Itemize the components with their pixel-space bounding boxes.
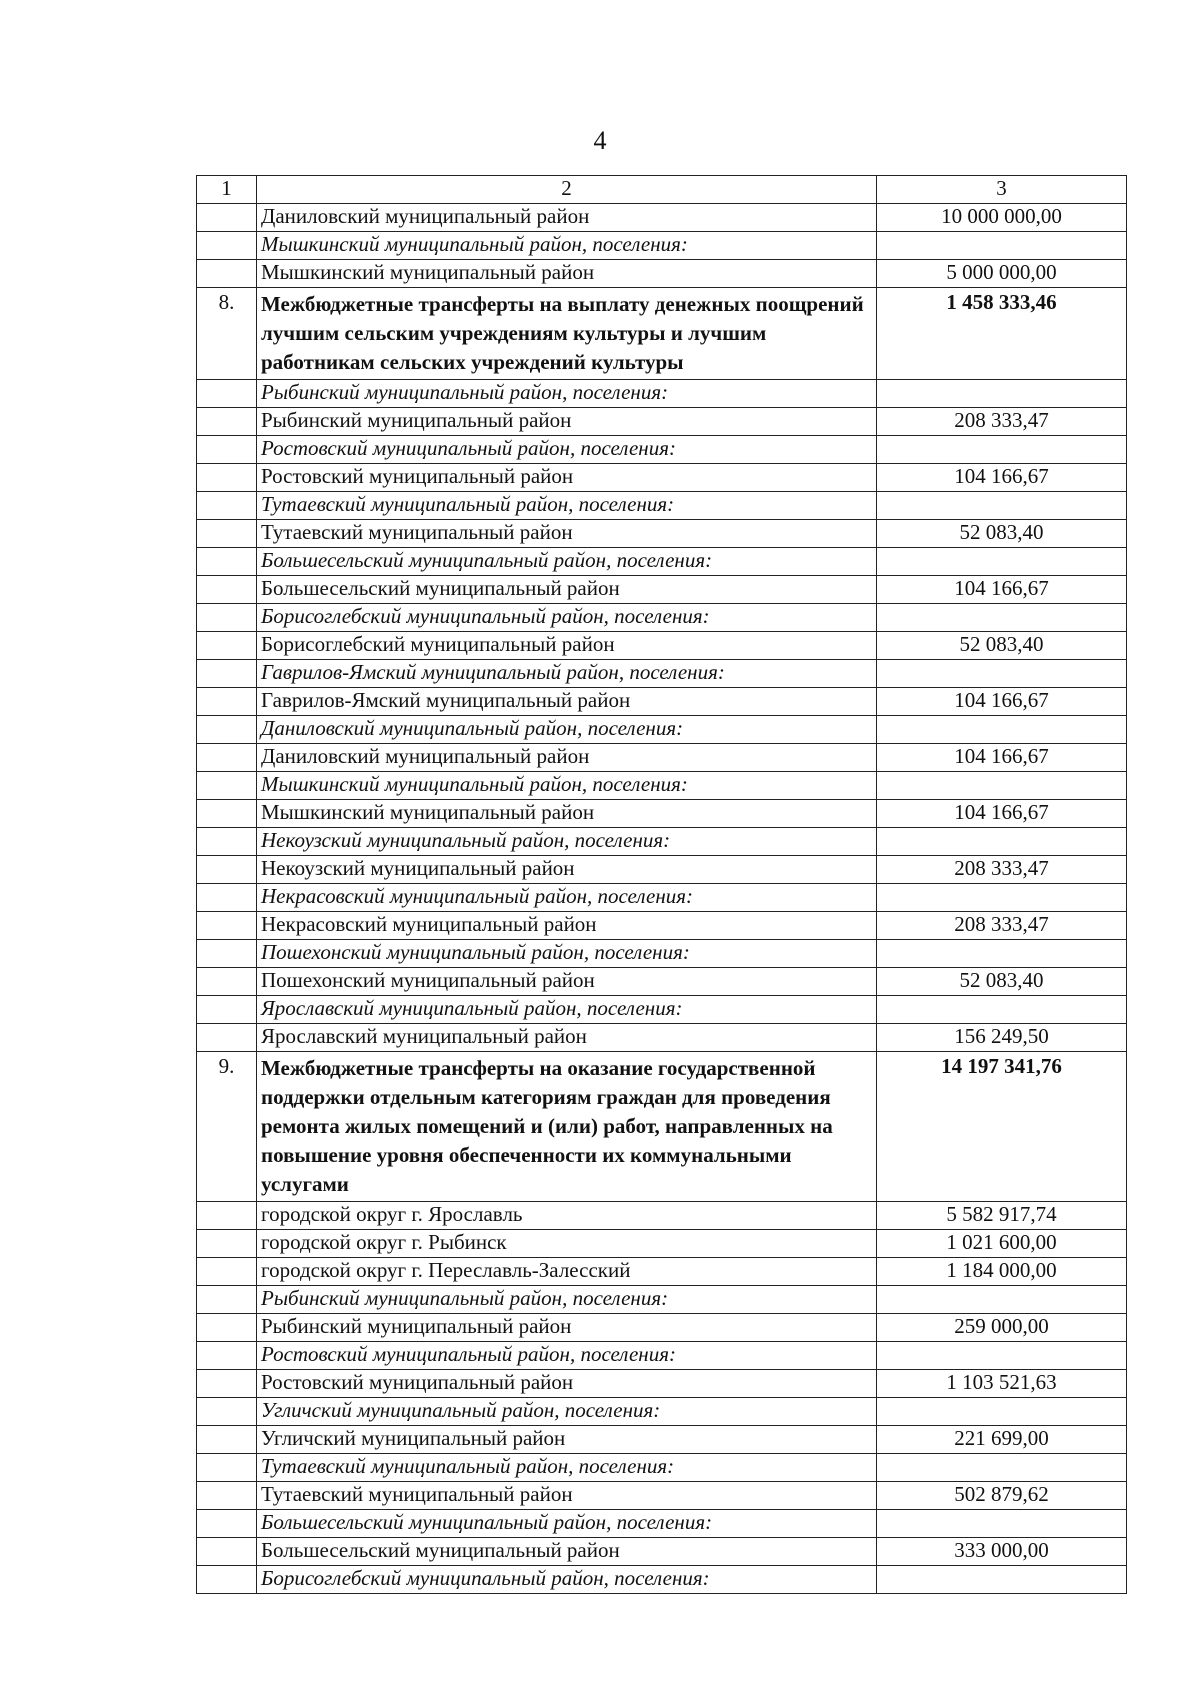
row-amount-cell bbox=[877, 1398, 1127, 1426]
row-name-cell: Рыбинский муниципальный район bbox=[257, 1314, 877, 1342]
table-row bbox=[197, 1024, 1127, 1052]
row-amount-cell: 208 333,47 bbox=[877, 408, 1127, 436]
subheading-row bbox=[197, 436, 1127, 464]
row-amount-cell bbox=[877, 660, 1127, 688]
row-number-cell bbox=[197, 1538, 257, 1566]
row-amount-cell: 156 249,50 bbox=[877, 1024, 1127, 1052]
row-name-cell: городской округ г. Рыбинск bbox=[257, 1230, 877, 1258]
row-number-cell bbox=[197, 660, 257, 688]
row-number-cell bbox=[197, 772, 257, 800]
row-amount-cell: 10 000 000,00 bbox=[877, 204, 1127, 232]
row-number-cell bbox=[197, 576, 257, 604]
row-amount-cell: 208 333,47 bbox=[877, 856, 1127, 884]
row-number-cell bbox=[197, 1258, 257, 1286]
row-name-cell: Мышкинский муниципальный район bbox=[257, 800, 877, 828]
row-amount-cell bbox=[877, 604, 1127, 632]
row-number-cell bbox=[197, 408, 257, 436]
row-amount-cell: 104 166,67 bbox=[877, 744, 1127, 772]
row-amount-cell bbox=[877, 828, 1127, 856]
table-row bbox=[197, 1370, 1127, 1398]
row-number-cell bbox=[197, 1566, 257, 1594]
row-amount-cell: 5 000 000,00 bbox=[877, 260, 1127, 288]
row-name-cell: Мышкинский муниципальный район, поселения: bbox=[257, 232, 877, 260]
subheading-row bbox=[197, 1342, 1127, 1370]
row-number-cell bbox=[197, 548, 257, 576]
row-number-cell: 9. bbox=[197, 1052, 257, 1202]
table-row bbox=[197, 688, 1127, 716]
row-number-cell bbox=[197, 260, 257, 288]
row-number-cell bbox=[197, 940, 257, 968]
subheading-row bbox=[197, 232, 1127, 260]
row-number-cell bbox=[197, 604, 257, 632]
table-row bbox=[197, 744, 1127, 772]
row-number-cell bbox=[197, 1286, 257, 1314]
row-amount-cell: 104 166,67 bbox=[877, 576, 1127, 604]
subheading-row bbox=[197, 1454, 1127, 1482]
row-name-cell: Тутаевский муниципальный район, поселения: bbox=[257, 492, 877, 520]
subheading-row bbox=[197, 772, 1127, 800]
row-number-cell: 8. bbox=[197, 288, 257, 380]
table-row bbox=[197, 1314, 1127, 1342]
row-number-cell bbox=[197, 520, 257, 548]
row-amount-cell: 104 166,67 bbox=[877, 800, 1127, 828]
row-name-cell: Рыбинский муниципальный район bbox=[257, 408, 877, 436]
row-number-cell bbox=[197, 1370, 257, 1398]
row-number-cell bbox=[197, 1024, 257, 1052]
row-number-cell bbox=[197, 380, 257, 408]
row-name-cell: Большесельский муниципальный район bbox=[257, 576, 877, 604]
row-number-cell bbox=[197, 800, 257, 828]
row-number-cell bbox=[197, 968, 257, 996]
row-name-cell: Пошехонский муниципальный район bbox=[257, 968, 877, 996]
row-name-cell: Рыбинский муниципальный район, поселения: bbox=[257, 380, 877, 408]
row-number-cell bbox=[197, 688, 257, 716]
row-amount-cell bbox=[877, 1510, 1127, 1538]
subheading-row bbox=[197, 548, 1127, 576]
table-row bbox=[197, 1230, 1127, 1258]
row-amount-cell bbox=[877, 1566, 1127, 1594]
header-col-3: 3 bbox=[877, 176, 1127, 204]
table-row bbox=[197, 800, 1127, 828]
row-number-cell bbox=[197, 1202, 257, 1230]
row-name-cell: Некоузский муниципальный район, поселения: bbox=[257, 828, 877, 856]
row-name-cell: Межбюджетные трансферты на оказание государственной поддержки отдельным категориям граждан для проведения ремонта жилых помещений и (или) работ, направленных на повышение уровня обеспеченности их коммунальными услугами bbox=[257, 1052, 877, 1202]
subheading-row bbox=[197, 996, 1127, 1024]
row-name-cell: Мышкинский муниципальный район bbox=[257, 260, 877, 288]
section-row bbox=[197, 288, 1127, 380]
row-amount-cell: 52 083,40 bbox=[877, 632, 1127, 660]
table-row bbox=[197, 408, 1127, 436]
row-name-cell: Пошехонский муниципальный район, поселения: bbox=[257, 940, 877, 968]
row-amount-cell: 104 166,67 bbox=[877, 464, 1127, 492]
row-name-cell: Рыбинский муниципальный район, поселения: bbox=[257, 1286, 877, 1314]
row-number-cell bbox=[197, 828, 257, 856]
row-name-cell: Некрасовский муниципальный район bbox=[257, 912, 877, 940]
table-row bbox=[197, 912, 1127, 940]
table-row bbox=[197, 1258, 1127, 1286]
subheading-row bbox=[197, 884, 1127, 912]
row-amount-cell: 104 166,67 bbox=[877, 688, 1127, 716]
table-row bbox=[197, 1482, 1127, 1510]
row-name-cell: Даниловский муниципальный район bbox=[257, 204, 877, 232]
subheading-row bbox=[197, 1510, 1127, 1538]
row-amount-cell: 502 879,62 bbox=[877, 1482, 1127, 1510]
section-row bbox=[197, 1052, 1127, 1202]
row-amount-cell bbox=[877, 716, 1127, 744]
row-number-cell bbox=[197, 1426, 257, 1454]
subheading-row bbox=[197, 380, 1127, 408]
row-amount-cell bbox=[877, 940, 1127, 968]
table-row bbox=[197, 520, 1127, 548]
row-amount-cell bbox=[877, 436, 1127, 464]
row-name-cell: Борисоглебский муниципальный район bbox=[257, 632, 877, 660]
row-number-cell bbox=[197, 632, 257, 660]
table-row bbox=[197, 260, 1127, 288]
row-amount-cell: 52 083,40 bbox=[877, 968, 1127, 996]
row-name-cell: Межбюджетные трансферты на выплату денежных поощрений лучшим сельским учреждениям культуры и лучшим работникам сельских учреждений культуры bbox=[257, 288, 877, 380]
row-name-cell: Борисоглебский муниципальный район, поселения: bbox=[257, 604, 877, 632]
row-amount-cell: 1 458 333,46 bbox=[877, 288, 1127, 380]
row-name-cell: Тутаевский муниципальный район bbox=[257, 1482, 877, 1510]
budget-table bbox=[196, 175, 1127, 1594]
subheading-row bbox=[197, 1286, 1127, 1314]
row-name-cell: Даниловский муниципальный район, поселения: bbox=[257, 716, 877, 744]
row-name-cell: Некрасовский муниципальный район, поселения: bbox=[257, 884, 877, 912]
row-name-cell: Большесельский муниципальный район, поселения: bbox=[257, 1510, 877, 1538]
row-number-cell bbox=[197, 1230, 257, 1258]
row-number-cell bbox=[197, 492, 257, 520]
row-name-cell: Ярославский муниципальный район, поселения: bbox=[257, 996, 877, 1024]
row-amount-cell: 52 083,40 bbox=[877, 520, 1127, 548]
row-name-cell: Ярославский муниципальный район bbox=[257, 1024, 877, 1052]
row-amount-cell bbox=[877, 1454, 1127, 1482]
row-amount-cell bbox=[877, 884, 1127, 912]
row-name-cell: Мышкинский муниципальный район, поселения: bbox=[257, 772, 877, 800]
header-col-1: 1 bbox=[197, 176, 257, 204]
row-name-cell: городской округ г. Переславль-Залесский bbox=[257, 1258, 877, 1286]
subheading-row bbox=[197, 660, 1127, 688]
row-name-cell: Ростовский муниципальный район bbox=[257, 464, 877, 492]
row-amount-cell: 1 021 600,00 bbox=[877, 1230, 1127, 1258]
row-number-cell bbox=[197, 232, 257, 260]
row-amount-cell: 1 184 000,00 bbox=[877, 1258, 1127, 1286]
row-amount-cell bbox=[877, 996, 1127, 1024]
row-number-cell bbox=[197, 464, 257, 492]
subheading-row bbox=[197, 940, 1127, 968]
row-number-cell bbox=[197, 1342, 257, 1370]
row-name-cell: Тутаевский муниципальный район bbox=[257, 520, 877, 548]
row-number-cell bbox=[197, 856, 257, 884]
row-name-cell: Ростовский муниципальный район bbox=[257, 1370, 877, 1398]
table-row bbox=[197, 576, 1127, 604]
table-row bbox=[197, 1426, 1127, 1454]
row-amount-cell: 5 582 917,74 bbox=[877, 1202, 1127, 1230]
row-name-cell: Гаврилов-Ямский муниципальный район bbox=[257, 688, 877, 716]
table-row bbox=[197, 632, 1127, 660]
row-amount-cell: 259 000,00 bbox=[877, 1314, 1127, 1342]
table-header-row bbox=[197, 176, 1127, 204]
table-row bbox=[197, 204, 1127, 232]
row-number-cell bbox=[197, 1454, 257, 1482]
row-number-cell bbox=[197, 744, 257, 772]
row-name-cell: Некоузский муниципальный район bbox=[257, 856, 877, 884]
row-number-cell bbox=[197, 912, 257, 940]
row-number-cell bbox=[197, 204, 257, 232]
table-row bbox=[197, 1538, 1127, 1566]
row-name-cell: Даниловский муниципальный район bbox=[257, 744, 877, 772]
header-col-2: 2 bbox=[257, 176, 877, 204]
row-amount-cell: 1 103 521,63 bbox=[877, 1370, 1127, 1398]
row-name-cell: городской округ г. Ярославль bbox=[257, 1202, 877, 1230]
row-amount-cell bbox=[877, 772, 1127, 800]
row-amount-cell bbox=[877, 232, 1127, 260]
subheading-row bbox=[197, 604, 1127, 632]
row-number-cell bbox=[197, 1398, 257, 1426]
table-row bbox=[197, 1202, 1127, 1230]
page-number: 4 bbox=[593, 126, 607, 155]
subheading-row bbox=[197, 828, 1127, 856]
subheading-row bbox=[197, 1398, 1127, 1426]
row-name-cell: Большесельский муниципальный район, поселения: bbox=[257, 548, 877, 576]
row-amount-cell: 333 000,00 bbox=[877, 1538, 1127, 1566]
row-number-cell bbox=[197, 716, 257, 744]
row-amount-cell bbox=[877, 1342, 1127, 1370]
row-number-cell bbox=[197, 1314, 257, 1342]
row-amount-cell bbox=[877, 380, 1127, 408]
row-number-cell bbox=[197, 436, 257, 464]
row-number-cell bbox=[197, 884, 257, 912]
row-amount-cell bbox=[877, 1286, 1127, 1314]
row-name-cell: Ростовский муниципальный район, поселения: bbox=[257, 436, 877, 464]
row-name-cell: Ростовский муниципальный район, поселения: bbox=[257, 1342, 877, 1370]
row-name-cell: Большесельский муниципальный район bbox=[257, 1538, 877, 1566]
subheading-row bbox=[197, 1566, 1127, 1594]
table-row bbox=[197, 464, 1127, 492]
row-name-cell: Гаврилов-Ямский муниципальный район, поселения: bbox=[257, 660, 877, 688]
table-row bbox=[197, 856, 1127, 884]
subheading-row bbox=[197, 492, 1127, 520]
row-name-cell: Угличский муниципальный район, поселения: bbox=[257, 1398, 877, 1426]
row-number-cell bbox=[197, 1510, 257, 1538]
row-name-cell: Борисоглебский муниципальный район, поселения: bbox=[257, 1566, 877, 1594]
subheading-row bbox=[197, 716, 1127, 744]
row-number-cell bbox=[197, 1482, 257, 1510]
row-amount-cell: 221 699,00 bbox=[877, 1426, 1127, 1454]
table-row bbox=[197, 968, 1127, 996]
row-name-cell: Угличский муниципальный район bbox=[257, 1426, 877, 1454]
row-amount-cell: 14 197 341,76 bbox=[877, 1052, 1127, 1202]
row-name-cell: Тутаевский муниципальный район, поселения: bbox=[257, 1454, 877, 1482]
row-amount-cell bbox=[877, 492, 1127, 520]
row-number-cell bbox=[197, 996, 257, 1024]
row-amount-cell: 208 333,47 bbox=[877, 912, 1127, 940]
row-amount-cell bbox=[877, 548, 1127, 576]
